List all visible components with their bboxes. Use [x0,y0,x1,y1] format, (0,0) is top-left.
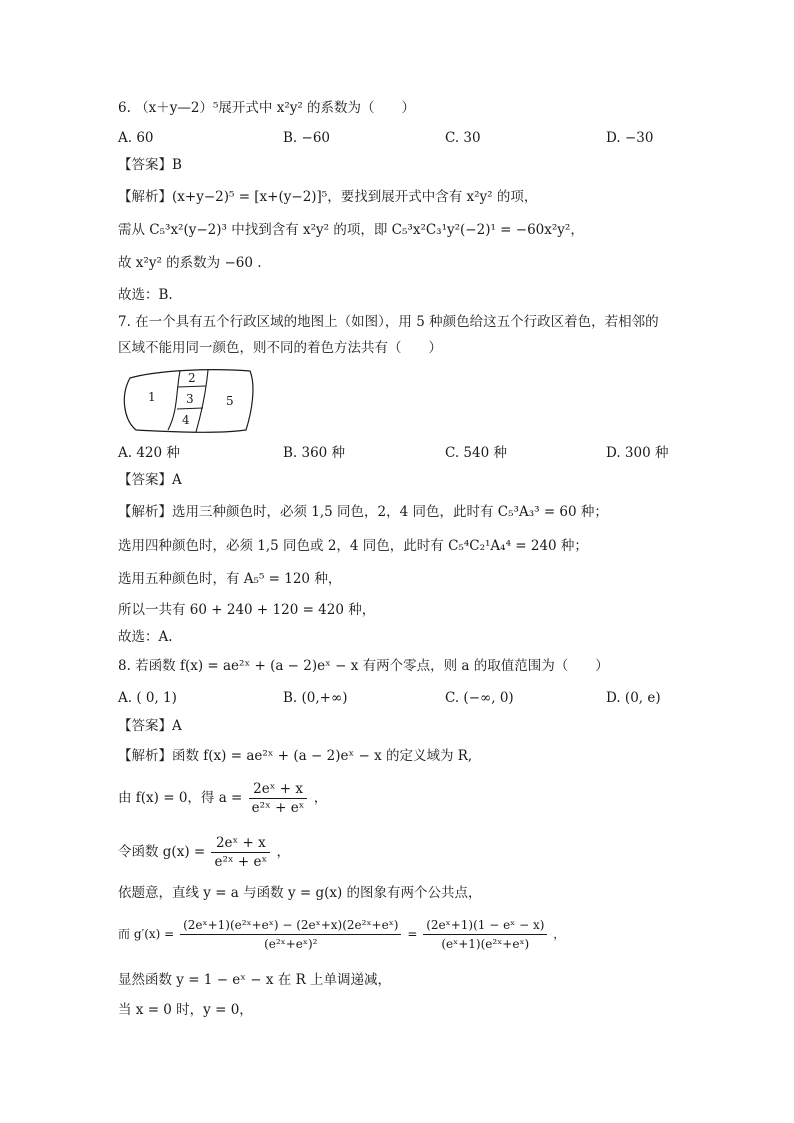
fraction [211,834,270,871]
q6-analysis-line: 故 x²y² 的系数为 −60 . [118,255,262,271]
q6-analysis-line: 【解析】(x+y−2)⁵ = [x+(y−2)]⁵，要找到展开式中含有 x²y² 的项， [118,189,538,205]
map-border [168,371,180,430]
q7-analysis-line: 故选：A. [118,629,173,645]
punctuation: ， [553,927,566,941]
q7-analysis-line: 【解析】选用三种颜色时，必须 1,5 同色，2，4 同色，此时有 C₅³A₃³ = 60 种； [118,504,608,520]
fraction-denominator: e²ˣ + eˣ [251,800,305,816]
map-label-2: 2 [188,371,196,385]
map-label-3: 3 [186,392,194,406]
map-border [178,386,206,387]
fraction-numerator: (2eˣ+1)(1 − eˣ − x) [423,916,547,935]
q7-question-line2: 区域不能用同一颜色，则不同的着色方法共有（ ） [118,340,442,356]
q8-derivative-prefix: 而 g′(x) = [118,927,175,941]
q8-option-b: B. (0,+∞) [283,690,348,706]
q8-analysis-line: 显然函数 y = 1 − eˣ − x 在 R 上单调递减， [118,972,392,988]
fraction [249,780,308,817]
q8-option-a: A. ( 0, 1) [118,690,177,706]
q6-analysis-line: 故选：B. [118,287,173,303]
q6-option-d: D. −30 [606,130,654,146]
q8-derivative-line [118,914,565,954]
fraction-denominator: (e²ˣ+eˣ)² [264,937,318,951]
q7-analysis-line: 选用五种颜色时，有 A₅⁵ = 120 种， [118,571,342,587]
map-label-4: 4 [182,413,190,427]
fraction-denominator: (eˣ+1)(e²ˣ+eˣ) [441,937,530,951]
map-border [177,408,203,409]
q6-question: 6. （x＋y—2）⁵展开式中 x²y² 的系数为（ ） [118,100,416,116]
map-label-1: 1 [148,390,156,404]
q7-question-line1: 7. 在一个具有五个行政区域的地图上（如图），用 5 种颜色给这五个行政区着色，若相邻的 [118,314,659,330]
q8-answer: 【答案】A [118,718,182,734]
q8-question: 8. 若函数 f(x) = ae²ˣ + (a − 2)eˣ − x 有两个零点，则 a 的取值范围为（ ） [118,658,609,674]
punctuation: ， [313,790,328,806]
q8-analysis-line: 依题意，直线 y = a 与函数 y = g(x) 的图象有两个公共点， [118,885,482,901]
q8-option-d: D. (0, e) [606,690,661,706]
q8-analysis-line: 【解析】函数 f(x) = ae²ˣ + (a − 2)eˣ − x 的定义域为 R, [118,748,473,764]
q6-analysis-line: 需从 C₅³x²(y−2)³ 中找到含有 x²y² 的项，即 C₅³x²C₃¹y²(−2)¹ = −60x²y²， [118,222,584,238]
map-label-5: 5 [226,394,234,408]
q8-solve-a-line [118,778,327,818]
q8-option-c: C. (−∞, 0) [445,690,514,706]
q7-option-a: A. 420 种 [118,445,180,461]
q7-option-b: B. 360 种 [283,445,346,461]
q8-analysis-line: 当 x = 0 时，y = 0， [118,1002,253,1018]
fraction-numerator: 2eˣ + x [249,780,308,799]
q7-analysis-line: 所以一共有 60 + 240 + 120 = 420 种， [118,602,376,618]
q8-solve-a-prefix: 由 f(x) = 0，得 a = [118,790,243,806]
map-border [196,370,208,432]
fraction-numerator: (2eˣ+1)(e²ˣ+eˣ) − (2eˣ+x)(2e²ˣ+eˣ) [180,916,401,935]
q6-option-a: A. 60 [118,130,154,146]
q7-analysis-line: 选用四种颜色时，必须 1,5 同色或 2，4 同色，此时有 C₅⁴C₂¹A₄⁴ = 240 种； [118,538,588,554]
fraction-numerator: 2eˣ + x [211,834,270,853]
region-map-diagram [118,366,260,436]
q8-define-g-prefix: 令函数 g(x) = [118,844,206,860]
q7-answer: 【答案】A [118,472,182,488]
q7-option-c: C. 540 种 [445,445,507,461]
fraction-denominator: e²ˣ + eˣ [214,854,268,870]
q7-option-d: D. 300 种 [606,445,669,461]
fraction [180,916,401,953]
q6-answer: 【答案】B [118,157,182,173]
fraction [423,916,547,953]
q6-option-c: C. 30 [445,130,481,146]
q8-define-g-line [118,832,290,872]
equals-sign: = [407,927,418,941]
q6-option-b: B. −60 [283,130,330,146]
punctuation: ， [276,844,291,860]
